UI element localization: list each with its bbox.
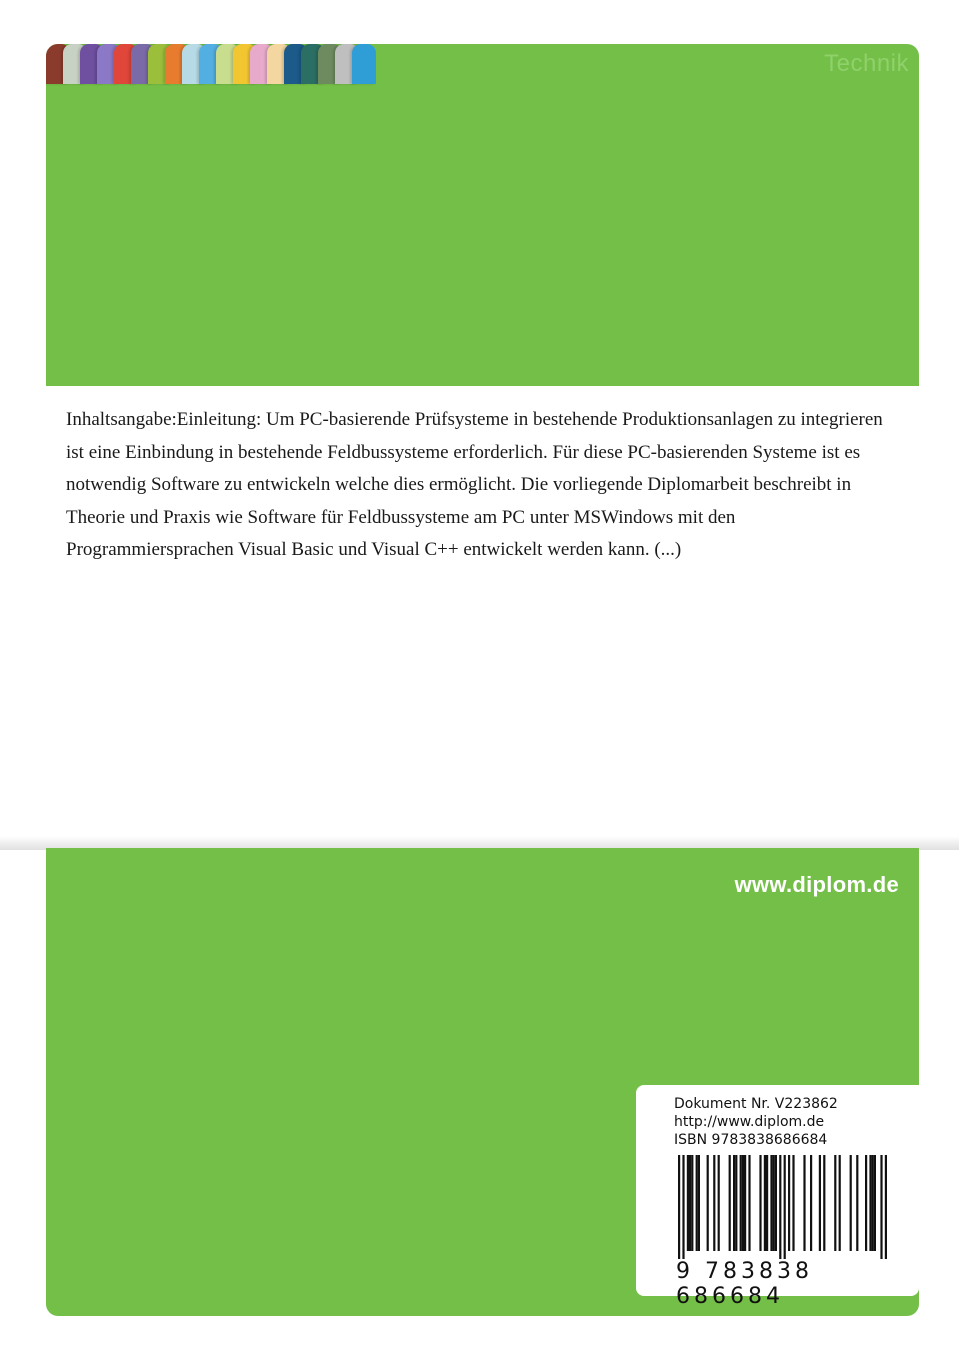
barcode-bar bbox=[885, 1155, 887, 1259]
barcode-bar bbox=[759, 1155, 761, 1251]
category-label: Technik bbox=[824, 50, 909, 77]
website-label: www.diplom.de bbox=[734, 872, 899, 897]
barcode-bar bbox=[834, 1155, 836, 1251]
barcode-bar bbox=[869, 1155, 871, 1251]
color-tab bbox=[352, 44, 376, 84]
barcode-bar bbox=[872, 1155, 874, 1251]
barcode-digits: 9 783838 686684 bbox=[676, 1259, 813, 1309]
barcode-bar bbox=[819, 1155, 821, 1251]
cover-bottom-panel bbox=[46, 848, 919, 1316]
document-number: Dokument Nr. V223862 bbox=[674, 1096, 838, 1112]
barcode-bar bbox=[792, 1155, 794, 1251]
barcode-bar bbox=[678, 1155, 680, 1259]
barcode-bar bbox=[707, 1155, 709, 1251]
barcode-bar bbox=[874, 1155, 876, 1251]
isbn-text: ISBN 9783838686684 bbox=[674, 1132, 828, 1148]
barcode-bar bbox=[850, 1155, 852, 1251]
colored-tabs-strip bbox=[46, 44, 376, 84]
cover-top-panel bbox=[46, 44, 919, 386]
barcode-bar bbox=[823, 1155, 825, 1251]
barcode-bar bbox=[810, 1155, 812, 1251]
barcode-bar bbox=[696, 1155, 698, 1251]
barcode-bar bbox=[788, 1155, 790, 1251]
barcode-bar bbox=[689, 1155, 691, 1251]
barcode-bar bbox=[733, 1155, 735, 1251]
barcode-bar bbox=[770, 1155, 772, 1251]
barcode-bar bbox=[691, 1155, 693, 1251]
isbn-barcode bbox=[664, 1155, 904, 1259]
barcode-bar bbox=[729, 1155, 731, 1251]
barcode-bar bbox=[713, 1155, 715, 1251]
barcode-bar bbox=[775, 1155, 777, 1251]
barcode-bar bbox=[744, 1155, 746, 1251]
barcode-bar bbox=[682, 1155, 684, 1259]
barcode-bar bbox=[742, 1155, 744, 1251]
barcode-bar bbox=[764, 1155, 766, 1251]
barcode-box bbox=[636, 1085, 919, 1309]
publisher-url: http://www.diplom.de bbox=[674, 1114, 825, 1130]
barcode-bar bbox=[740, 1155, 742, 1251]
barcode-bar bbox=[748, 1155, 750, 1251]
barcode-bar bbox=[865, 1155, 867, 1251]
barcode-bar bbox=[803, 1155, 805, 1251]
barcode-bar bbox=[735, 1155, 737, 1251]
barcode-bar bbox=[698, 1155, 700, 1251]
barcode-bar bbox=[880, 1155, 882, 1259]
barcode-bar bbox=[856, 1155, 858, 1251]
barcode-bar bbox=[773, 1155, 775, 1251]
barcode-bar bbox=[718, 1155, 720, 1251]
barcode-bar bbox=[784, 1155, 786, 1259]
abstract-text: Inhaltsangabe:Einleitung: Um PC-basierende Prüfsysteme in bestehende Produktionsanlagen zu integrieren ist eine Einbindung in bestehende Feldbussysteme erforderlich. Für diese PC-basierenden Systeme ist es notwendig Software zu entwickeln welche dies ermöglicht. Die vorliegende Diplomarbeit beschreibt in Theorie und Praxis wie Software für Feldbussysteme am PC unter MSWindows mit den Programmiersprachen Visual Basic und Visual C++ entwickelt werden kann. (...) bbox=[66, 409, 883, 560]
barcode-bar bbox=[839, 1155, 841, 1251]
barcode-bar bbox=[766, 1155, 768, 1251]
barcode-bar bbox=[687, 1155, 689, 1251]
barcode-bar bbox=[779, 1155, 781, 1259]
